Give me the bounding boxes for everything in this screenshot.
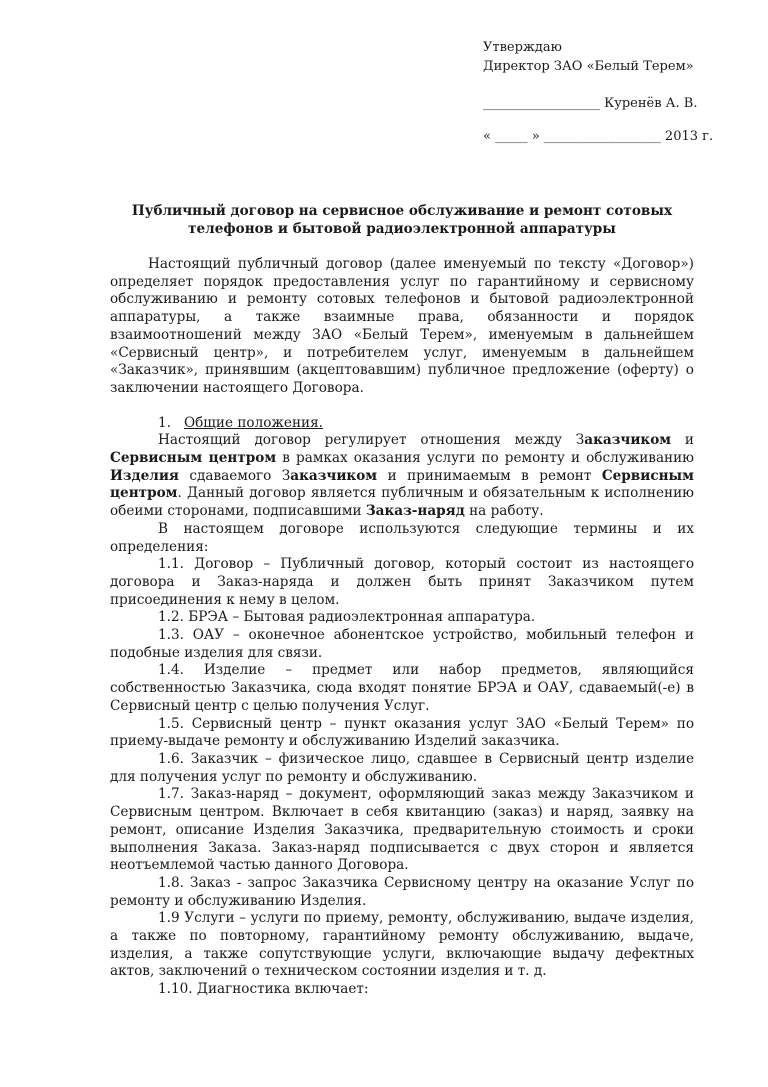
definition-item: 1.9 Услуги – услуги по приему, ремонту, обслуживанию, выдаче изделия, а также по повторному, гарантийному ремонту обслуживанию, выдаче, изделия, а также сопутствующие услуги, включающие выдачу дефектных актов, заключений о техническом состоянии изделия и т. д. <box>110 910 694 980</box>
intro-paragraph: Настоящий договор регулирует отношения между Заказчиком и Сервисным центром в рамках оказания услуги по ремонту и обслуживанию Изделия сдаваемого Заказчиком и принимаемым в ремонт Сервисным центром. Данный договор является публичным и обязательным к исполнению обеими сторонами, подписавшими Заказ-наряд на работу. <box>110 432 695 520</box>
definition-item: 1.1. Договор – Публичный договор, который состоит из настоящего договора и Заказ-наряда и должен быть принят Заказчиком путем присоединения к нему в целом. <box>110 556 694 608</box>
title-line-2: телефонов и бытовой радиоэлектронной аппаратуры <box>188 221 616 237</box>
signature-line: __________________ Куренёв А. В. <box>483 96 698 111</box>
definition-item: 1.5. Сервисный центр – пункт оказания услуг ЗАО «Белый Терем» по приему-выдаче ремонту и обслуживанию Изделий заказчика. <box>110 715 694 750</box>
approval-label: Утверждаю <box>483 40 562 55</box>
definition-item: 1.8. Заказ - запрос Заказчика Сервисному центру на оказание Услуг по ремонту и обслуживанию Изделия. <box>110 874 694 909</box>
section-title: Общие положения. <box>183 414 323 431</box>
section-number: 1. <box>158 414 171 431</box>
definitions-intro: В настоящем договоре используются следующие термины и их определения: <box>110 520 694 555</box>
preamble-paragraph: Настоящий публичный договор (далее именуемый по тексту «Договор») определяет порядок предоставления услуг по гарантийному и сервисному обслуживанию и ремонту сотовых телефонов и бытовой радиоэлектронной аппаратуры, а также взаимные права, обязанности и порядок взаимоотношений между ЗАО «Белый Терем», именуемым в дальнейшем «Сервисный центр», и потребителем услуг, именуемым в дальнейшем «Заказчик», принявшим (акцептовавшим) публичное предложение (оферту) о заключении настоящего Договора. <box>110 256 694 396</box>
section-heading <box>110 415 694 433</box>
definition-item: 1.2. БРЭА – Бытовая радиоэлектронная аппаратура. <box>158 609 536 626</box>
document-title <box>110 202 694 238</box>
document-body <box>110 256 694 999</box>
definition-item: 1.10. Диагностика включает: <box>158 981 369 998</box>
definition-item: 1.6. Заказчик – физическое лицо, сдавшее в Сервисный центр изделие для получения услуг по ремонту и обслуживанию. <box>110 750 694 785</box>
title-line-1: Публичный договор на сервисное обслуживание и ремонт сотовых <box>131 203 673 219</box>
definition-item: 1.7. Заказ-наряд – документ, оформляющий заказ между Заказчиком и Сервисным центром. Включает в себя квитанцию (заказ) и наряд, заявку на ремонт, описание Изделия Заказчика, предварительную стоимость и сроки выполнения Заказа. Заказ-наряд подписывается с двух сторон и является неотъемлемой частью данного Договора. <box>110 786 694 874</box>
approver-position: Директор ЗАО «Белый Терем» <box>483 59 694 74</box>
definition-item: 1.3. ОАУ – оконечное абонентское устройство, мобильный телефон и подобные изделия для связи. <box>110 627 694 661</box>
definition-item: 1.4. Изделие – предмет или набор предметов, являющийся собственностью Заказчика, сюда входят понятие БРЭА и ОАУ, сдаваемый(-е) в Сервисный центр с целью получения Услуг. <box>110 662 694 714</box>
approval-date: « _____ » __________________ 2013 г. <box>483 129 714 144</box>
approval-block <box>483 38 723 146</box>
